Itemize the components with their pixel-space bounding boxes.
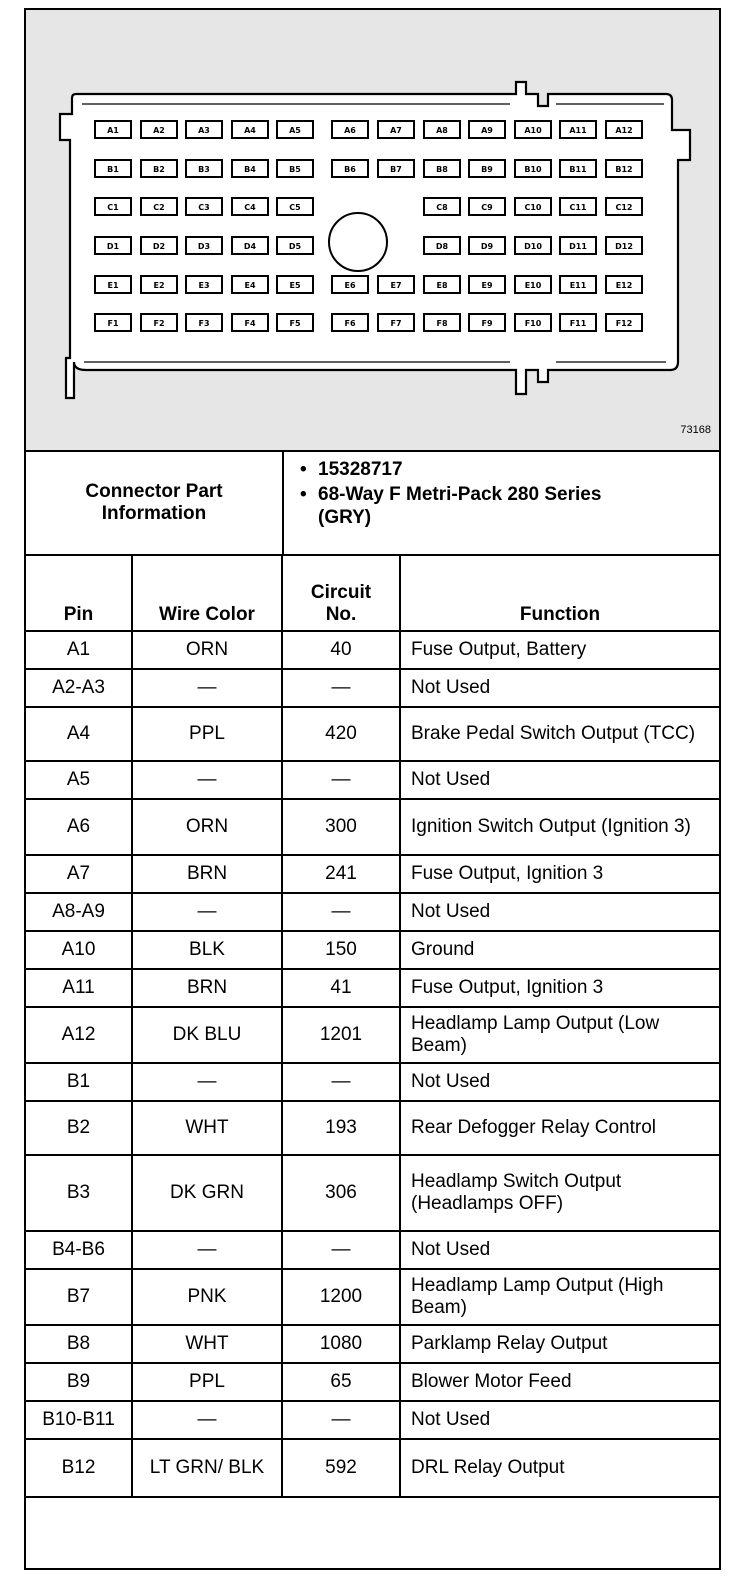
cell-wire-color: WHT xyxy=(132,1325,282,1363)
cell-circuit-no: 1200 xyxy=(282,1269,400,1325)
pin-label: F10 xyxy=(524,319,542,328)
pin-label: C4 xyxy=(244,203,256,212)
pin-cavity-f11 xyxy=(560,314,596,331)
pin-label: F7 xyxy=(390,319,402,328)
pin-label: A11 xyxy=(569,126,587,135)
table-row xyxy=(26,1325,719,1363)
cell-function: Not Used xyxy=(400,893,719,931)
table-row xyxy=(26,799,719,855)
pin-cavity-d9 xyxy=(469,237,505,254)
pin-label: A12 xyxy=(615,126,633,135)
table-row xyxy=(26,1439,719,1497)
pin-label: D12 xyxy=(615,242,633,251)
pin-cavity-f3 xyxy=(186,314,222,331)
pin-label: C8 xyxy=(436,203,448,212)
pin-label: F11 xyxy=(569,319,587,328)
pin-cavity-d5 xyxy=(277,237,313,254)
cell-pin: A4 xyxy=(26,707,132,761)
pin-label: E5 xyxy=(289,281,301,290)
figure-id: 73168 xyxy=(680,424,711,436)
pin-cavity-f5 xyxy=(277,314,313,331)
cell-circuit-no: 40 xyxy=(282,631,400,669)
cell-wire-color: BLK xyxy=(132,931,282,969)
pin-cavity-e2 xyxy=(141,276,177,293)
pin-label: B8 xyxy=(436,165,448,174)
pin-cavity-a1 xyxy=(95,121,131,138)
cell-function: Rear Defogger Relay Control xyxy=(400,1101,719,1155)
pin-label: E11 xyxy=(569,281,587,290)
cell-pin: B4-B6 xyxy=(26,1231,132,1269)
cell-pin: A10 xyxy=(26,931,132,969)
pin-cavity-d2 xyxy=(141,237,177,254)
pin-cavity-d3 xyxy=(186,237,222,254)
cell-function: Not Used xyxy=(400,1063,719,1101)
cell-function: Ground xyxy=(400,931,719,969)
pin-cavity-e3 xyxy=(186,276,222,293)
pin-label: F12 xyxy=(615,319,633,328)
part-number: • 15328717 xyxy=(298,458,618,481)
cell-wire-color: BRN xyxy=(132,969,282,1007)
cell-wire-color: PNK xyxy=(132,1269,282,1325)
cell-function: Headlamp Switch Output (Headlamps OFF) xyxy=(400,1155,719,1231)
pin-cavity-b4 xyxy=(232,160,268,177)
pin-label: C1 xyxy=(107,203,119,212)
connector-info-label: Connector Part Information xyxy=(26,452,284,554)
pin-label: F8 xyxy=(436,319,448,328)
pin-cavity-c4 xyxy=(232,198,268,215)
header-pin: Pin xyxy=(26,555,132,631)
pin-cavity-e6 xyxy=(332,276,368,293)
pin-label: D5 xyxy=(288,242,302,251)
table-row xyxy=(26,1401,719,1439)
pin-label: B5 xyxy=(289,165,301,174)
pin-label: C11 xyxy=(569,203,587,212)
connector-sheet xyxy=(24,8,721,1570)
table-row xyxy=(26,1269,719,1325)
cell-circuit-no: — xyxy=(282,1401,400,1439)
pin-cavity-b9 xyxy=(469,160,505,177)
cell-function: Blower Motor Feed xyxy=(400,1363,719,1401)
pin-cavity-a6 xyxy=(332,121,368,138)
pin-cavity-a10 xyxy=(515,121,551,138)
pin-cavity-f7 xyxy=(378,314,414,331)
pin-label: F4 xyxy=(244,319,256,328)
pin-label: F9 xyxy=(481,319,493,328)
cell-circuit-no: 41 xyxy=(282,969,400,1007)
table-row xyxy=(26,1007,719,1063)
cell-wire-color: ORN xyxy=(132,631,282,669)
pin-cavity-f2 xyxy=(141,314,177,331)
cell-pin: B9 xyxy=(26,1363,132,1401)
pin-cavity-e7 xyxy=(378,276,414,293)
pin-cavity-e11 xyxy=(560,276,596,293)
pin-label: B3 xyxy=(198,165,210,174)
cell-pin: A2-A3 xyxy=(26,669,132,707)
cell-pin: A1 xyxy=(26,631,132,669)
pin-cavity-b6 xyxy=(332,160,368,177)
pin-cavity-a4 xyxy=(232,121,268,138)
table-row xyxy=(26,855,719,893)
pin-label: B11 xyxy=(569,165,587,174)
connector-part-information xyxy=(26,452,719,556)
pin-cavity-c2 xyxy=(141,198,177,215)
cell-function: Fuse Output, Battery xyxy=(400,631,719,669)
table-row xyxy=(26,1101,719,1155)
pin-cavity-d10 xyxy=(515,237,551,254)
cell-pin: A11 xyxy=(26,969,132,1007)
header-function: Function xyxy=(400,555,719,631)
cell-pin: A5 xyxy=(26,761,132,799)
cell-circuit-no: — xyxy=(282,893,400,931)
pin-label: C3 xyxy=(198,203,210,212)
cell-circuit-no: — xyxy=(282,1063,400,1101)
cell-pin: B10-B11 xyxy=(26,1401,132,1439)
cell-wire-color: — xyxy=(132,893,282,931)
pin-cavity-b11 xyxy=(560,160,596,177)
cell-function: DRL Relay Output xyxy=(400,1439,719,1497)
pin-cavity-c12 xyxy=(606,198,642,215)
cell-wire-color: LT GRN/ BLK xyxy=(132,1439,282,1497)
cell-wire-color: ORN xyxy=(132,799,282,855)
cell-pin: B3 xyxy=(26,1155,132,1231)
cell-circuit-no: — xyxy=(282,669,400,707)
cell-function: Not Used xyxy=(400,1231,719,1269)
pin-cavity-f12 xyxy=(606,314,642,331)
pin-label: C9 xyxy=(481,203,493,212)
table-row xyxy=(26,707,719,761)
pin-cavity-c3 xyxy=(186,198,222,215)
pin-cavity-d1 xyxy=(95,237,131,254)
pin-cavity-a5 xyxy=(277,121,313,138)
pin-label: B6 xyxy=(344,165,356,174)
cell-function: Headlamp Lamp Output (High Beam) xyxy=(400,1269,719,1325)
table-row xyxy=(26,969,719,1007)
cell-wire-color: PPL xyxy=(132,1363,282,1401)
pin-cavity-c1 xyxy=(95,198,131,215)
pin-label: A10 xyxy=(524,126,542,135)
pin-cavity-e10 xyxy=(515,276,551,293)
pin-cavity-d4 xyxy=(232,237,268,254)
pin-label: C2 xyxy=(153,203,165,212)
table-row xyxy=(26,893,719,931)
pin-cavity-e5 xyxy=(277,276,313,293)
pin-label: E7 xyxy=(390,281,402,290)
pin-label: A6 xyxy=(344,126,356,135)
pin-cavity-d11 xyxy=(560,237,596,254)
pin-label: A1 xyxy=(107,126,119,135)
pin-label: B12 xyxy=(615,165,633,174)
pin-label: A9 xyxy=(481,126,493,135)
cell-circuit-no: 1201 xyxy=(282,1007,400,1063)
pin-cavity-e4 xyxy=(232,276,268,293)
pin-label: F1 xyxy=(107,319,119,328)
pin-label: E4 xyxy=(244,281,256,290)
pin-cavity-b8 xyxy=(424,160,460,177)
pin-cavity-e1 xyxy=(95,276,131,293)
pin-label: D4 xyxy=(243,242,257,251)
pin-cavity-f6 xyxy=(332,314,368,331)
connector-center-hole xyxy=(329,213,387,271)
pin-label: C10 xyxy=(524,203,542,212)
cell-wire-color: — xyxy=(132,1063,282,1101)
pin-cavity-f10 xyxy=(515,314,551,331)
pin-cavity-a8 xyxy=(424,121,460,138)
pin-label: B10 xyxy=(524,165,542,174)
cell-wire-color: BRN xyxy=(132,855,282,893)
pin-cavity-b2 xyxy=(141,160,177,177)
pin-label: C12 xyxy=(615,203,633,212)
cell-circuit-no: 150 xyxy=(282,931,400,969)
header-circuit-no: Circuit No. xyxy=(282,555,400,631)
pin-cavity-e8 xyxy=(424,276,460,293)
pin-label: B2 xyxy=(153,165,165,174)
pin-cavity-d12 xyxy=(606,237,642,254)
pin-cavity-a9 xyxy=(469,121,505,138)
connector-face-drawing xyxy=(26,10,719,450)
pin-cavity-c9 xyxy=(469,198,505,215)
cell-pin: B12 xyxy=(26,1439,132,1497)
pin-label: E9 xyxy=(481,281,493,290)
pin-cavity-c11 xyxy=(560,198,596,215)
cell-circuit-no: 300 xyxy=(282,799,400,855)
pin-label: B1 xyxy=(107,165,119,174)
cell-function: Parklamp Relay Output xyxy=(400,1325,719,1363)
pin-cavity-a7 xyxy=(378,121,414,138)
cell-wire-color: — xyxy=(132,1231,282,1269)
pin-label: D3 xyxy=(197,242,211,251)
cell-pin: A6 xyxy=(26,799,132,855)
pin-label: B7 xyxy=(390,165,402,174)
cell-function: Brake Pedal Switch Output (TCC) xyxy=(400,707,719,761)
pin-label: E3 xyxy=(198,281,210,290)
pin-label: C5 xyxy=(289,203,301,212)
table-row xyxy=(26,931,719,969)
table-row xyxy=(26,1063,719,1101)
cell-wire-color: PPL xyxy=(132,707,282,761)
pin-cavity-f9 xyxy=(469,314,505,331)
table-row xyxy=(26,761,719,799)
pin-label: A4 xyxy=(244,126,256,135)
pin-cavity-f1 xyxy=(95,314,131,331)
pin-cavity-f4 xyxy=(232,314,268,331)
connector-diagram xyxy=(26,10,719,452)
cell-wire-color: DK BLU xyxy=(132,1007,282,1063)
pin-label: D11 xyxy=(569,242,587,251)
pin-label: F2 xyxy=(153,319,165,328)
cell-pin: A12 xyxy=(26,1007,132,1063)
cell-pin: A8-A9 xyxy=(26,893,132,931)
cell-circuit-no: — xyxy=(282,761,400,799)
pin-label: E10 xyxy=(524,281,542,290)
pin-cavity-b1 xyxy=(95,160,131,177)
pin-label: F3 xyxy=(198,319,210,328)
pin-cavity-f8 xyxy=(424,314,460,331)
pin-label: B9 xyxy=(481,165,493,174)
pin-cavity-c10 xyxy=(515,198,551,215)
pin-label: E6 xyxy=(344,281,356,290)
pin-label: D10 xyxy=(524,242,542,251)
cell-function: Fuse Output, Ignition 3 xyxy=(400,969,719,1007)
pin-label: D2 xyxy=(152,242,166,251)
cell-pin: B1 xyxy=(26,1063,132,1101)
cell-wire-color: DK GRN xyxy=(132,1155,282,1231)
cell-circuit-no: 306 xyxy=(282,1155,400,1231)
cell-circuit-no: 1080 xyxy=(282,1325,400,1363)
cell-pin: B2 xyxy=(26,1101,132,1155)
pin-cavity-c8 xyxy=(424,198,460,215)
pin-cavity-b12 xyxy=(606,160,642,177)
pin-cavity-a12 xyxy=(606,121,642,138)
pin-cavity-c5 xyxy=(277,198,313,215)
pin-cavity-a3 xyxy=(186,121,222,138)
connector-info-list xyxy=(298,458,618,529)
pin-cavity-e12 xyxy=(606,276,642,293)
pin-cavity-e9 xyxy=(469,276,505,293)
pin-label: D8 xyxy=(435,242,449,251)
cell-function: Not Used xyxy=(400,669,719,707)
pin-label: B4 xyxy=(244,165,256,174)
pin-cavity-b5 xyxy=(277,160,313,177)
pin-label: F6 xyxy=(344,319,356,328)
cell-circuit-no: 241 xyxy=(282,855,400,893)
pin-label: A8 xyxy=(436,126,448,135)
cell-circuit-no: — xyxy=(282,1231,400,1269)
cell-function: Fuse Output, Ignition 3 xyxy=(400,855,719,893)
table-row xyxy=(26,1231,719,1269)
pin-label: E8 xyxy=(436,281,448,290)
pin-label: A3 xyxy=(198,126,210,135)
cell-circuit-no: 420 xyxy=(282,707,400,761)
connector-description: • 68-Way F Metri-Pack 280 Series (GRY) xyxy=(298,483,618,529)
pin-label: E2 xyxy=(153,281,165,290)
table-row xyxy=(26,631,719,669)
cell-pin: A7 xyxy=(26,855,132,893)
pin-label: A7 xyxy=(390,126,402,135)
table-row xyxy=(26,1363,719,1401)
cell-pin: B7 xyxy=(26,1269,132,1325)
pin-label: F5 xyxy=(289,319,301,328)
cell-circuit-no: 193 xyxy=(282,1101,400,1155)
cell-wire-color: — xyxy=(132,669,282,707)
pin-cavity-b3 xyxy=(186,160,222,177)
pin-label: A2 xyxy=(153,126,165,135)
cell-pin: B8 xyxy=(26,1325,132,1363)
table-row xyxy=(26,1155,719,1231)
pin-label: E12 xyxy=(615,281,633,290)
cell-circuit-no: 65 xyxy=(282,1363,400,1401)
table-header-row xyxy=(26,555,719,631)
header-wire-color: Wire Color xyxy=(132,555,282,631)
cell-function: Ignition Switch Output (Ignition 3) xyxy=(400,799,719,855)
pin-label: E1 xyxy=(107,281,119,290)
pin-label: A5 xyxy=(289,126,301,135)
table-row xyxy=(26,669,719,707)
cell-function: Headlamp Lamp Output (Low Beam) xyxy=(400,1007,719,1063)
cell-function: Not Used xyxy=(400,761,719,799)
cell-wire-color: — xyxy=(132,1401,282,1439)
pin-label: D9 xyxy=(480,242,494,251)
pin-cavity-a2 xyxy=(141,121,177,138)
cell-function: Not Used xyxy=(400,1401,719,1439)
pin-cavity-a11 xyxy=(560,121,596,138)
pinout-table xyxy=(26,554,719,1498)
cell-circuit-no: 592 xyxy=(282,1439,400,1497)
pin-cavity-b10 xyxy=(515,160,551,177)
cell-wire-color: WHT xyxy=(132,1101,282,1155)
pin-cavity-d8 xyxy=(424,237,460,254)
cell-wire-color: — xyxy=(132,761,282,799)
pin-label: D1 xyxy=(106,242,120,251)
pin-cavity-b7 xyxy=(378,160,414,177)
